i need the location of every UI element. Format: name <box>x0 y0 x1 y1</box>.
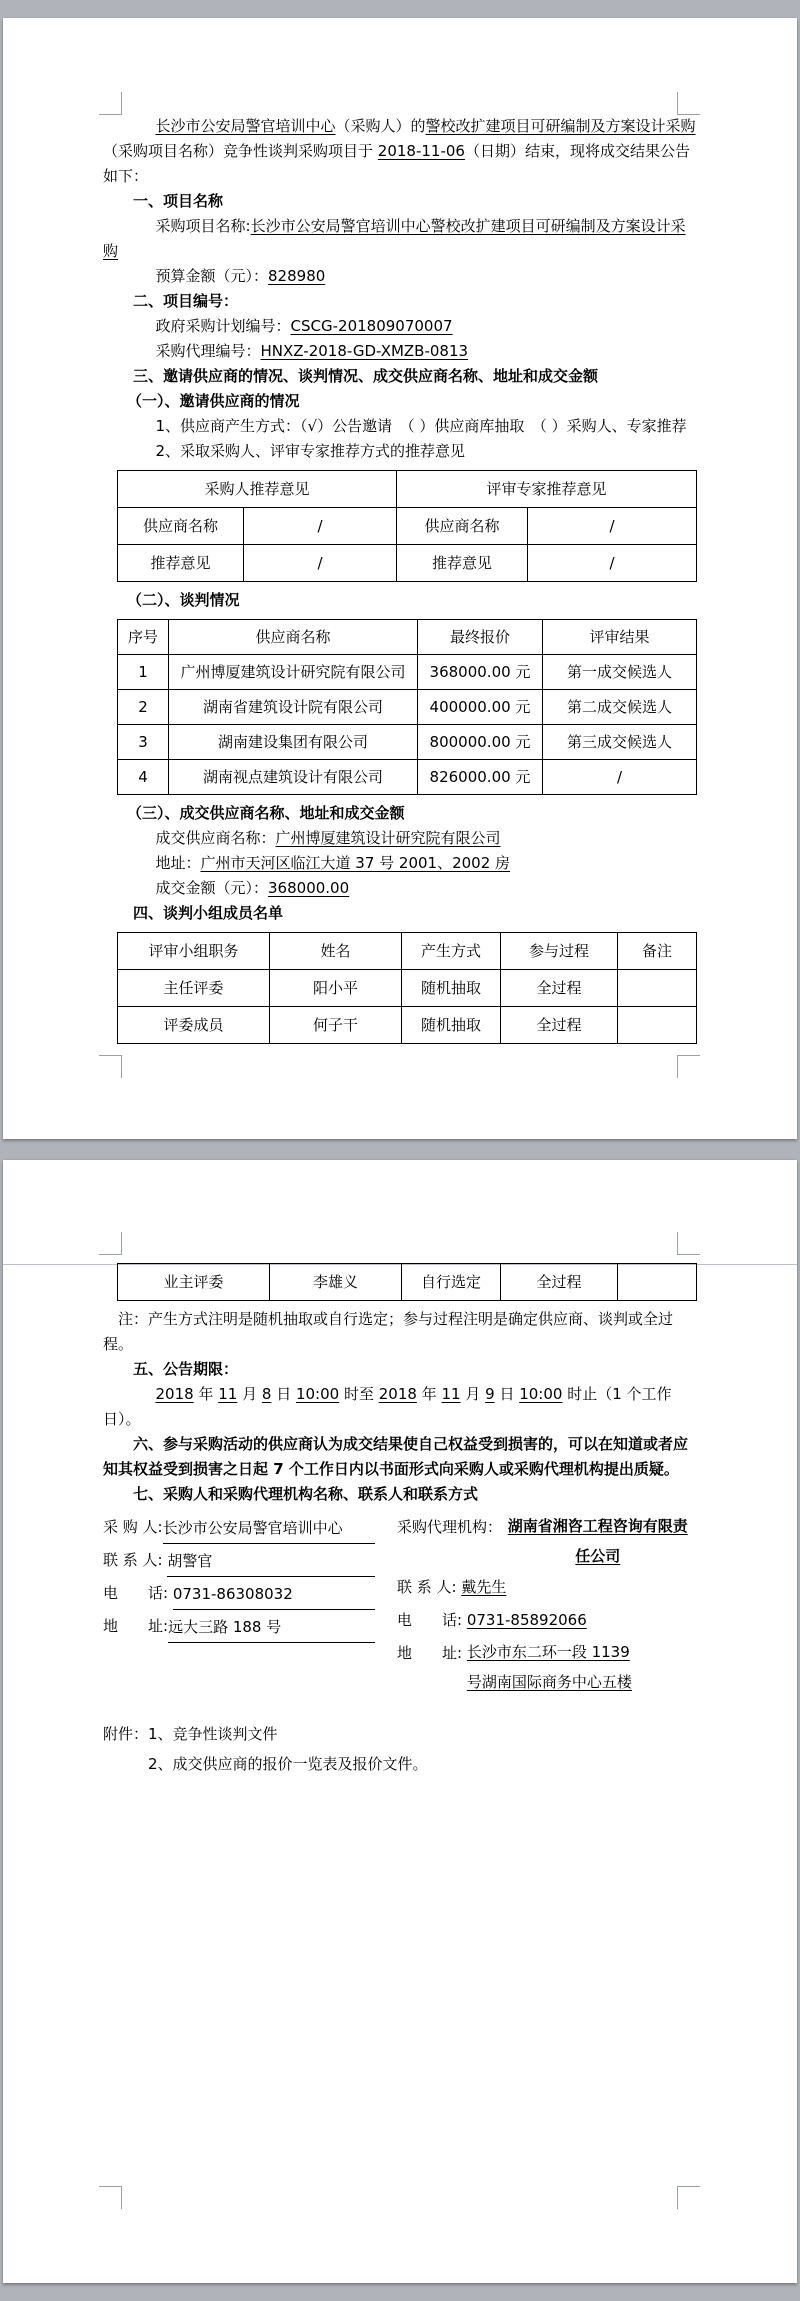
table-cell: 随机抽取 <box>402 1007 501 1044</box>
attachments-block <box>103 1719 700 1779</box>
purchaser-column <box>103 1511 375 1697</box>
agent-number-line <box>103 339 700 364</box>
table-cell: 评审专家推荐意见 <box>397 471 697 508</box>
table-cell: 何子干 <box>270 1007 402 1044</box>
budget-line <box>103 264 700 289</box>
text-segment: 长沙市公安局警官培训中心警校改扩建项目可研编制及方案设计采购 <box>103 217 686 260</box>
table-cell: 最终报价 <box>418 620 543 655</box>
intro-paragraph <box>103 114 700 189</box>
attachment-line-2: 2、成交供应商的报价一览表及报价文件。 <box>148 1755 428 1773</box>
table-cell: 全过程 <box>501 970 618 1007</box>
table-cell <box>618 970 697 1007</box>
text-segment: 时止（1 个工作日）。 <box>103 1385 672 1428</box>
agency-value: 湖南省湘咨工程咨询有限责任公司 <box>507 1517 688 1565</box>
table-cell: 推荐意见 <box>118 545 244 582</box>
table-cell: 826000.00 元 <box>418 760 543 795</box>
table-row <box>118 545 697 582</box>
address-value: 远大三路 188 号 <box>168 1612 375 1643</box>
table-cell: 评审结果 <box>543 620 697 655</box>
agency-phone-value: 0731-85892066 <box>466 1611 587 1629</box>
text-segment: 成交供应商名称： <box>155 829 276 847</box>
table-cell: 推荐意见 <box>397 545 528 582</box>
deal-amount-line <box>103 876 700 901</box>
table-cell: 全过程 <box>501 1007 618 1044</box>
table-cell: 阳小平 <box>270 970 402 1007</box>
agency-phone-label: 电 话: <box>397 1611 467 1629</box>
recommend-mode-line: 2、采取采购人、评审专家推荐方式的推荐意见 <box>155 442 466 460</box>
table-row <box>118 725 697 760</box>
table-row <box>118 508 697 545</box>
table-cell <box>618 1264 697 1301</box>
heading-section-three: 三、邀请供应商的情况、谈判情况、成交供应商名称、地址和成交金额 <box>133 367 599 385</box>
table-cell: 序号 <box>118 620 169 655</box>
text-segment: 11 <box>218 1385 238 1403</box>
winner-name-line <box>103 826 700 851</box>
text-segment: 2018 <box>155 1385 194 1403</box>
announcement-period-line <box>103 1382 700 1432</box>
table-cell: 随机抽取 <box>402 970 501 1007</box>
supplier-mode-line: 1、供应商产生方式：（√）公告邀请 （ ）供应商库抽取 （ ）采购人、专家推荐 <box>155 417 687 435</box>
document-page-2 <box>3 1160 797 2283</box>
contact-person-value: 胡警官 <box>167 1546 375 1577</box>
table-cell: 2 <box>118 690 169 725</box>
text-segment: CSCG-201809070007 <box>290 317 453 335</box>
text-segment: （采购人）的 <box>335 117 426 135</box>
text-segment: 年 <box>193 1385 219 1403</box>
table-cell: / <box>244 508 397 545</box>
table-cell: 供应商名称 <box>169 620 418 655</box>
recommendation-table <box>117 470 697 582</box>
table-cell: 李雄义 <box>270 1264 402 1301</box>
phone-label: 电 话: <box>103 1584 173 1602</box>
agency-contact-person-value: 戴先生 <box>461 1578 507 1596</box>
table-cell: / <box>244 545 397 582</box>
table-cell: 湖南省建筑设计院有限公司 <box>169 690 418 725</box>
heading-negotiation: （二）、谈判情况 <box>127 591 240 609</box>
table-row <box>118 760 697 795</box>
agency-address-label: 地 址: <box>397 1644 467 1662</box>
text-segment: 10:00 <box>295 1385 340 1403</box>
table-cell: 广州博厦建筑设计研究院有限公司 <box>169 655 418 690</box>
table-cell: 4 <box>118 760 169 795</box>
table-row <box>118 1007 697 1044</box>
text-segment: 长沙市公安局警官培训中心 <box>155 117 336 135</box>
address-label: 地 址: <box>103 1617 169 1635</box>
plan-number-line <box>103 314 700 339</box>
table-row <box>118 1264 697 1301</box>
page1-content <box>3 18 797 1044</box>
agency-phone-row <box>397 1604 700 1637</box>
text-segment: 广州博厦建筑设计研究院有限公司 <box>275 829 501 847</box>
phone-value: 0731-86308032 <box>173 1579 375 1610</box>
agency-address-value: 长沙市东二环一段 1139 号湖南国际商务中心五楼 <box>466 1643 632 1691</box>
table-cell: 400000.00 元 <box>418 690 543 725</box>
table-row <box>118 933 697 970</box>
agency-address-row <box>397 1637 700 1697</box>
text-segment: 成交金额（元）： <box>155 879 269 897</box>
table-cell: 第三成交候选人 <box>543 725 697 760</box>
text-segment: 时至 <box>339 1385 379 1403</box>
crop-mark-bottom-right <box>677 1055 700 1078</box>
table-cell: 评委成员 <box>118 1007 270 1044</box>
text-segment: 828980 <box>268 267 326 285</box>
panel-note-line: 注：产生方式注明是随机抽取或自行选定；参与过程注明是确定供应商、谈判或全过程。 <box>103 1310 674 1353</box>
table-cell: 全过程 <box>501 1264 618 1301</box>
table-cell: / <box>528 508 697 545</box>
text-segment: 2018 <box>378 1385 417 1403</box>
text-segment: 月 <box>237 1385 262 1403</box>
crop-mark-bottom-left <box>99 2186 122 2209</box>
text-segment: 政府采购计划编号： <box>155 317 291 335</box>
table-cell: 第一成交候选人 <box>543 655 697 690</box>
text-segment: 地址： <box>155 854 201 872</box>
text-segment: 8 <box>261 1385 272 1403</box>
text-segment: 9 <box>485 1385 495 1403</box>
table-cell: 参与过程 <box>501 933 618 970</box>
table-row <box>118 690 697 725</box>
table-cell: 姓名 <box>270 933 402 970</box>
table-row <box>118 471 697 508</box>
table-cell: 湖南视点建筑设计有限公司 <box>169 760 418 795</box>
table-cell: 3 <box>118 725 169 760</box>
dispute-paragraph: 六、参与采购活动的供应商认为成交结果使自己权益受到损害的，可以在知道或者应知其权益受到损害之日起 7 个工作日内以书面形式向采购人或采购代理机构提出质疑。 <box>103 1435 689 1478</box>
negotiation-table <box>117 619 697 795</box>
address-row <box>103 1610 375 1643</box>
table-cell: 产生方式 <box>402 933 501 970</box>
table-cell: / <box>528 545 697 582</box>
contact-person-label: 联 系 人: <box>103 1551 168 1569</box>
purchaser-row <box>103 1511 375 1544</box>
table-cell: 评审小组职务 <box>118 933 270 970</box>
table-cell: 备注 <box>618 933 697 970</box>
heading-project-name: 一、项目名称 <box>133 192 224 210</box>
crop-mark-bottom-left <box>99 1055 122 1078</box>
agency-contact-person-row <box>397 1571 700 1604</box>
table-cell: 自行选定 <box>402 1264 501 1301</box>
text-segment: （采购项目名称）竞争性谈判采购项目于 <box>103 142 378 160</box>
table-cell: 第二成交候选人 <box>543 690 697 725</box>
document-page-1 <box>3 18 797 1139</box>
table-cell: 业主评委 <box>118 1264 270 1301</box>
text-segment: 年 <box>416 1385 442 1403</box>
agency-label: 采购代理机构： <box>397 1518 507 1536</box>
contact-block <box>103 1511 700 1697</box>
heading-invited-suppliers: （一）、邀请供应商的情况 <box>127 392 300 410</box>
heading-winner: （三）、成交供应商名称、地址和成交金额 <box>127 804 405 822</box>
table-cell: 800000.00 元 <box>418 725 543 760</box>
text-segment: 预算金额（元）： <box>155 267 269 285</box>
table-cell: 采购人推荐意见 <box>118 471 397 508</box>
text-segment: 368000.00 <box>268 879 350 897</box>
text-segment: 11 <box>441 1385 461 1403</box>
text-segment: 日 <box>271 1385 296 1403</box>
table-cell: 1 <box>118 655 169 690</box>
text-segment: 月 <box>460 1385 486 1403</box>
text-segment: 采购项目名称: <box>155 217 251 235</box>
text-segment: （日期）结束，现将成交结果公告如下： <box>103 142 690 185</box>
table-cell: 供应商名称 <box>397 508 528 545</box>
heading-contacts: 七、采购人和采购代理机构名称、联系人和联系方式 <box>133 1485 479 1503</box>
table-cell: 主任评委 <box>118 970 270 1007</box>
panel-table <box>117 932 697 1044</box>
agency-row <box>397 1511 700 1571</box>
winner-address-line <box>103 851 700 876</box>
text-segment: 警校改扩建项目可研编制及方案设计采购 <box>425 117 696 135</box>
text-segment: 采购代理编号： <box>155 342 261 360</box>
heading-panel-list: 四、谈判小组成员名单 <box>133 904 284 922</box>
crop-mark-bottom-right <box>677 2186 700 2209</box>
phone-row <box>103 1577 375 1610</box>
page2-content <box>3 1160 797 1779</box>
panel-table-continued <box>117 1263 697 1301</box>
heading-project-number: 二、项目编号： <box>133 292 239 310</box>
table-cell <box>618 1007 697 1044</box>
project-name-line <box>103 214 700 264</box>
table-row <box>118 655 697 690</box>
table-cell: 湖南建设集团有限公司 <box>169 725 418 760</box>
text-segment: 日 <box>494 1385 520 1403</box>
heading-announcement-period: 五、公告期限： <box>133 1360 239 1378</box>
table-row <box>118 970 697 1007</box>
table-cell: / <box>543 760 697 795</box>
attachment-line-1: 附件：1、竞争性谈判文件 <box>103 1725 278 1743</box>
contact-person-row <box>103 1544 375 1577</box>
purchaser-value: 长沙市公安局警官培训中心 <box>163 1513 375 1544</box>
text-segment: HNXZ-2018-GD-XMZB-0813 <box>260 342 469 360</box>
text-segment: 2018-11-06 <box>377 142 465 160</box>
agency-column <box>397 1511 700 1697</box>
table-cell: 供应商名称 <box>118 508 244 545</box>
agency-contact-person-label: 联 系 人: <box>397 1578 462 1596</box>
table-cell: 368000.00 元 <box>418 655 543 690</box>
table-row <box>118 620 697 655</box>
text-segment: 广州市天河区临江大道 37 号 2001、2002 房 <box>200 854 511 872</box>
text-segment: 10:00 <box>519 1385 563 1403</box>
purchaser-label: 采 购 人: <box>103 1518 163 1536</box>
